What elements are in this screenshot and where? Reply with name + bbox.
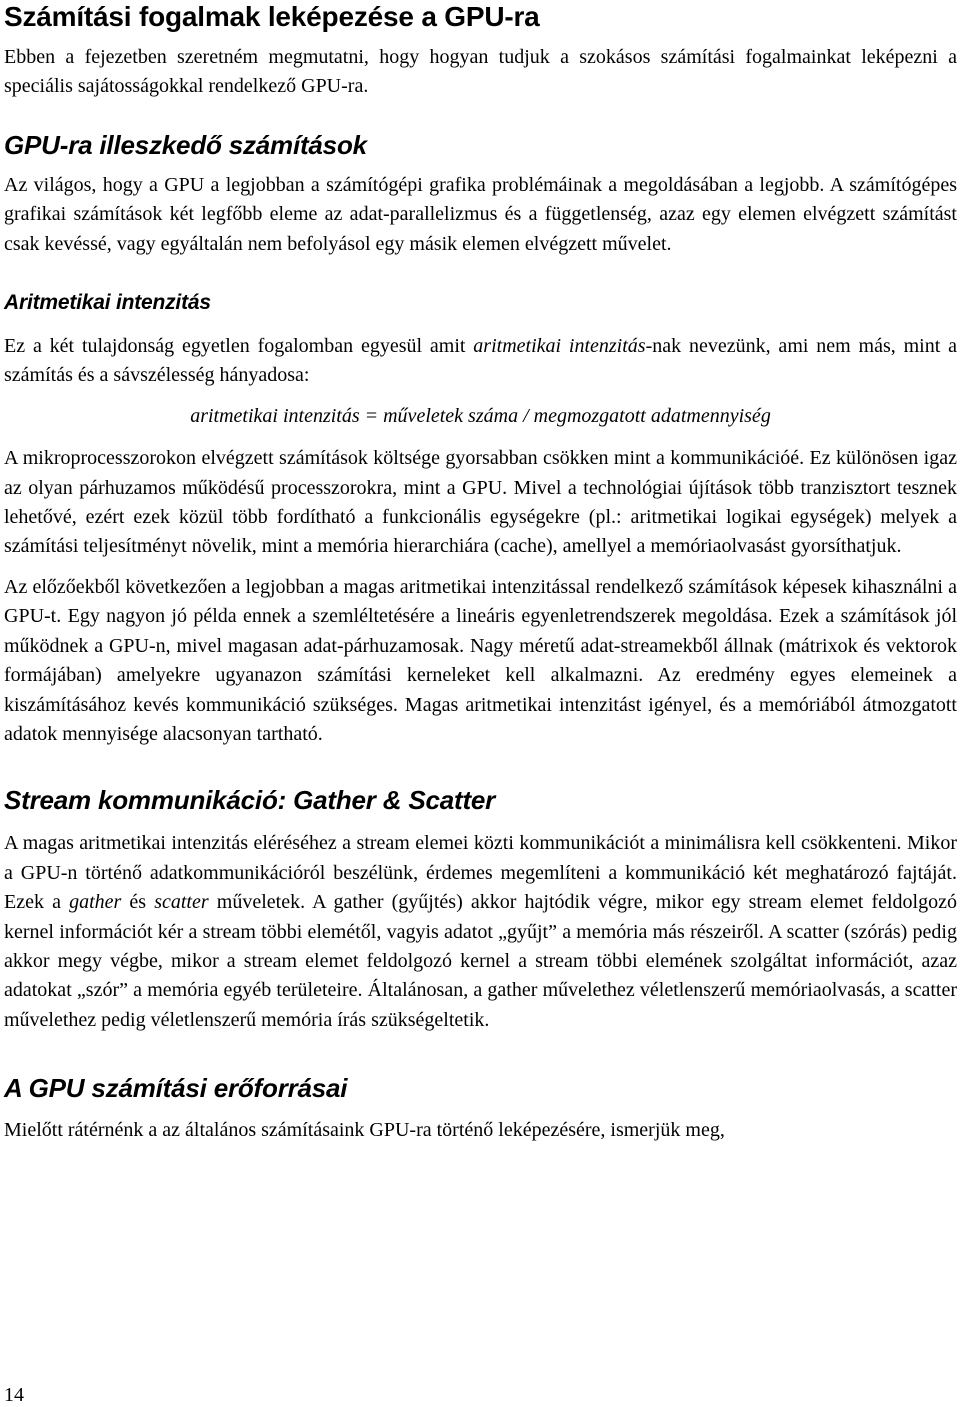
term-arithmetic-intensity: aritmetikai intenzitás bbox=[473, 335, 646, 358]
arithmetic-intensity-paragraph-3: Az előzőekből következően a legjobban a magas aritmetikai intenzitással rendelkező számítások képesek kihasználni a GPU-t. Egy nagyon jó példa ennek a szemléltetésére a lineáris egyenletrendszerek megoldása. Ezek a számítások jól működnek a GPU-n, mivel magasan adat-párhuzamosak. Nagy méretű adat-streamekből állnak (mátrixok és vektorok formájában) amelyekre ugyanazon számítási kerneleket kell alkalmazni. Az eredmény egyes elemeinek a kiszámításához kevés kommunikáció szükséges. Magas aritmetikai intenzitást igényel, és a memóriából átmozgatott adatok mennyisége alacsonyan tartható. bbox=[4, 575, 957, 745]
section-title-gpu-computations: GPU-ra illeszkedő számítások bbox=[4, 129, 367, 160]
text-run: műveletek. A gather (gyűjtés) akkor hajtódik végre, mikor egy stream elemet feldolgozó kernel információt kér a stream többi elemétől, vagyis adatot „gyűjt” a memória más részeiről. A scatter (szórás) pedig akkor megy végbe, mikor a stream elemet feldolgozó kernel a stream többi elemének szolgáltat információt, azaz adatokat „szór” a memória egyéb területeire. Általánosan, a gather művelethez véletlenszerű memóriaolvasás, a scatter művelethez pedig véletlenszerű memória írás szükségeltetik. bbox=[4, 891, 957, 1031]
arithmetic-intensity-definition bbox=[4, 332, 957, 391]
text-run: Ez a két tulajdonság egyetlen fogalomban egyesül amit bbox=[4, 335, 474, 358]
intro-paragraph: Ebben a fejezetben szeretném megmutatni, hogy hogyan tudjuk a szokásos számítási fogalmainkat leképezni a speciális sajátosságokkal rendelkező GPU-ra. bbox=[4, 46, 957, 98]
subsection-title-arithmetic-intensity: Aritmetikai intenzitás bbox=[4, 291, 211, 315]
term-scatter: scatter bbox=[154, 891, 209, 914]
text-run: és bbox=[121, 891, 155, 914]
section-title-stream-communication: Stream kommunikáció: Gather & Scatter bbox=[4, 785, 496, 816]
text-run: -nak nevezünk, ami nem más, mint a számítás és a sávszélesség hányadosa: bbox=[4, 335, 958, 387]
chapter-title: Számítási fogalmak leképezése a GPU-ra bbox=[4, 1, 540, 32]
arithmetic-intensity-paragraph-2: A mikroprocesszorokon elvégzett számítások költsége gyorsabban csökken mint a kommunikációé. Ez különösen igaz az olyan párhuzamos működésű processzorokra, mint a GPU. Mivel a technológiai újítások több tranzisztort tesznek lehetővé, ezért ezek közül több fordítható a funkcionális egységekre (pl.: aritmetikai logikai egységek) melyek a számítási teljesítményt növelik, mint a memória hierarchiára (cache), amellyel a memóriaolvasást gyorsíthatjuk. bbox=[4, 447, 957, 558]
section-title-gpu-resources: A GPU számítási erőforrásai bbox=[4, 1073, 348, 1104]
page-number: 14 bbox=[4, 1384, 24, 1406]
text-run: A magas aritmetikai intenzitás eléréséhez a stream elemei közti kommunikációt a minimálisra kell csökkenteni. Mikor a GPU-n történő adatkommunikációról beszélünk, érdemes megemlíteni a kommunikáció két meghatározó fajtáját. Ezek a bbox=[4, 832, 957, 914]
gpu-resources-paragraph: Mielőtt rátérnénk a az általános számításaink GPU-ra történő leképezésére, ismerjük meg, bbox=[4, 1119, 725, 1142]
section-paragraph-gpu-computations: Az világos, hogy a GPU a legjobban a számítógépi grafika problémáinak a megoldásában a legjobb. A számítógépes grafikai számítások két legfőbb eleme az adat-parallelizmus és a függetlenség, azaz egy elemen elvégzett számítást csak kevéssé, vagy egyáltalán nem befolyásol egy másik elemen elvégzett művelet. bbox=[4, 173, 957, 255]
term-gather: gather bbox=[69, 891, 122, 914]
stream-communication-paragraph bbox=[4, 829, 957, 1035]
document-page bbox=[4, 0, 957, 1146]
arithmetic-intensity-formula: aritmetikai intenzitás = műveletek száma / megmozgatott adatmennyiség bbox=[190, 404, 771, 427]
